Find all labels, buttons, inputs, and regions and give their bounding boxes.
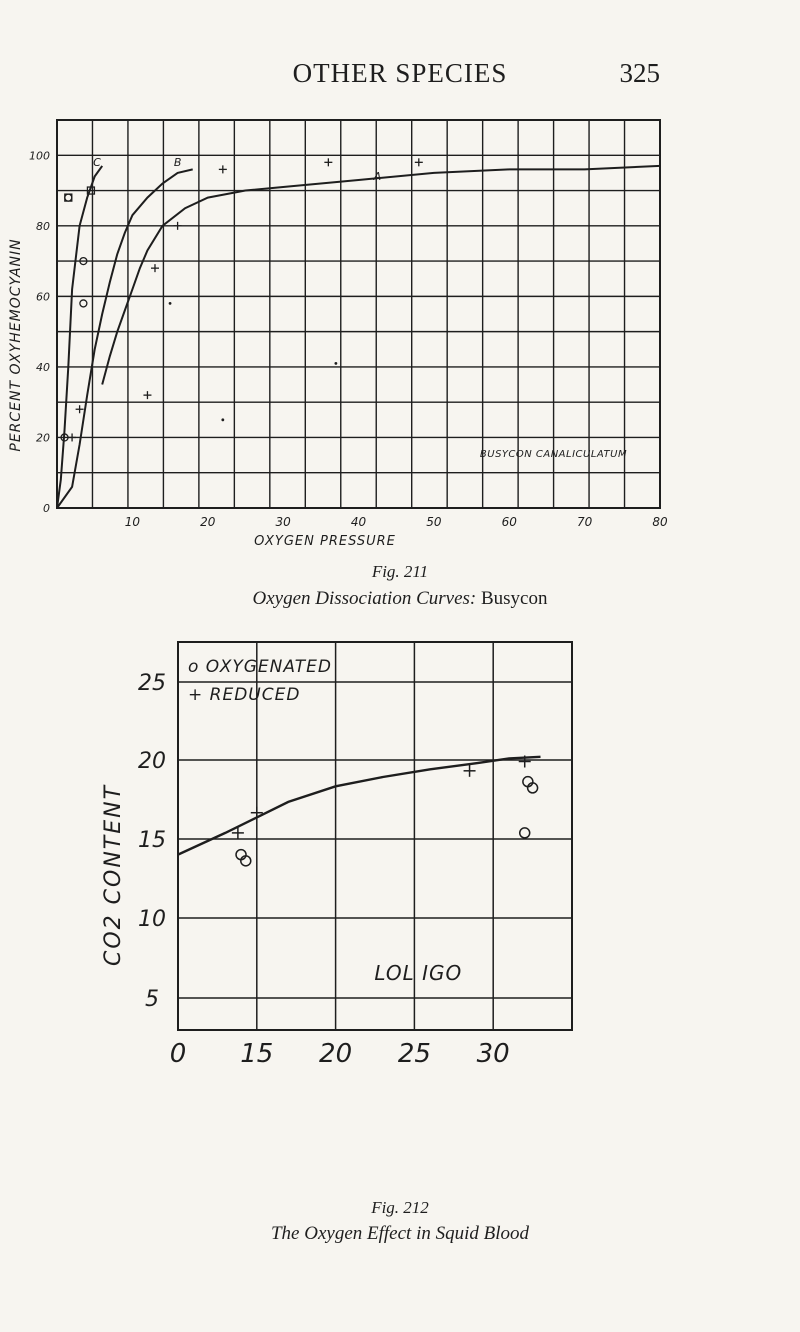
fig211-y-tick: 40 [36,360,50,374]
fig212-x-tick: 20 [319,1039,353,1069]
fig212-x-tick: 25 [397,1039,431,1069]
fig212-labels [101,657,510,1069]
fig211-curve-A [102,166,660,385]
fig212-point-oxygenated [520,828,530,838]
fig211-y-tick: 100 [29,149,50,163]
fig211-annotation: BUSYCON CANALICULATUM [479,448,628,460]
running-title: OTHER SPECIES [292,58,508,88]
fig212-x-tick: 15 [240,1039,274,1069]
fig212-y-tick: 20 [138,749,166,774]
fig212-y-tick: 15 [138,828,166,853]
fig211-curve-label: C [93,155,101,169]
fig211-y-label: PERCENT OXYHEMOCYANIN [8,238,24,452]
fig211-curve-C [57,166,102,508]
running-head [0,58,800,98]
fig211-y-tick: 20 [36,431,50,445]
fig212-x-tick: 30 [476,1039,510,1069]
fig212-legend-oxygenated: o OXYGENATED [188,657,332,677]
fig211-x-tick: 10 [124,515,141,529]
fig211-point-circle [80,300,87,307]
fig212-legend-reduced: + REDUCED [188,685,301,705]
fig212-y-label: CO2 CONTENT [101,783,126,967]
fig211-curve-label: B [173,155,182,169]
fig212-curves [178,757,541,855]
fig211-x-tick: 80 [652,515,668,529]
fig212-title-text: The Oxygen Effect in Squid Blood [270,1223,530,1244]
fig211-point-dot [334,362,337,365]
fig211-x-tick: 20 [200,515,216,529]
fig211-label: Fig. 211 [371,562,429,581]
fig212-y-tick: 10 [138,907,166,932]
fig212-curve [178,757,541,855]
figure-212-chart [0,630,800,1190]
fig211-x-tick: 30 [275,515,291,529]
fig212-y-tick: 25 [138,671,166,696]
fig212-points [232,756,538,866]
fig211-point-dot [221,418,224,421]
fig212-title [0,1223,800,1245]
fig212-annotation: LOL IGO [374,961,463,985]
fig211-x-tick: 40 [350,515,367,529]
fig211-title-italic: Oxygen Dissociation Curves: [252,588,477,609]
fig211-curve-label: A [373,169,382,183]
fig212-y-tick: 5 [145,987,159,1012]
fig211-title-plain: Busycon [480,588,548,609]
fig211-y-tick: 80 [36,219,50,233]
fig211-curve-B [57,169,193,508]
fig211-x-tick: 60 [501,515,517,529]
fig211-x-tick: 50 [426,515,442,529]
fig211-x-tick: 70 [576,515,593,529]
fig211-labels [8,149,668,549]
fig211-y-tick: 60 [36,290,50,304]
fig212-label: Fig. 212 [371,1198,429,1217]
fig211-title [0,588,800,610]
fig211-y-tick: 0 [43,502,50,515]
fig212-x-tick: 0 [169,1039,187,1069]
page-number: 325 [619,58,660,88]
fig211-point-circle [65,194,72,201]
fig211-point-dot [169,302,172,305]
fig211-x-label: OXYGEN PRESSURE [254,534,396,549]
fig211-points [61,155,423,441]
